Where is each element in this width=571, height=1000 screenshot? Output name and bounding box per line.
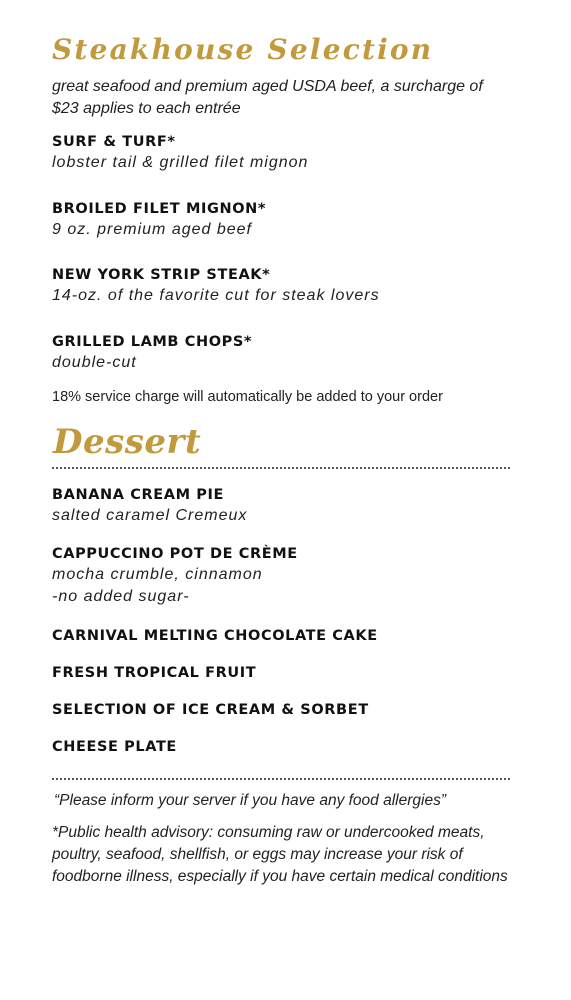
item-note: -no added sugar- — [52, 588, 190, 605]
item-name: NEW YORK STRIP STEAK* — [52, 267, 271, 283]
item-description: 9 oz. premium aged beef — [52, 221, 252, 238]
item-name: CARNIVAL MELTING CHOCOLATE CAKE — [52, 628, 378, 644]
item-name: BROILED FILET MIGNON* — [52, 201, 267, 217]
steakhouse-section-title: Steakhouse Selection — [52, 33, 434, 66]
item-name: SURF & TURF* — [52, 134, 176, 150]
menu-item-ice-cream-and-sorbet — [52, 700, 512, 720]
item-name: SELECTION OF ICE CREAM & SORBET — [52, 702, 369, 718]
item-description: double-cut — [52, 354, 137, 371]
item-name: CHEESE PLATE — [52, 739, 177, 755]
steakhouse-intro: great seafood and premium aged USDA beef, a surcharge of $23 applies to each entrée — [52, 78, 483, 117]
menu-item-new-york-strip-steak — [52, 265, 512, 307]
item-description: 14-oz. of the favorite cut for steak lovers — [52, 287, 380, 304]
dotted-divider — [52, 467, 510, 469]
item-description: lobster tail & grilled filet mignon — [52, 154, 309, 171]
item-name: GRILLED LAMB CHOPS* — [52, 334, 253, 350]
item-name: BANANA CREAM PIE — [52, 487, 224, 503]
menu-item-carnival-melting-chocolate-cake — [52, 626, 512, 646]
menu-item-fresh-tropical-fruit — [52, 663, 512, 683]
dotted-divider — [52, 778, 510, 780]
menu-item-cheese-plate — [52, 737, 512, 757]
dessert-section-title: Dessert — [53, 422, 202, 462]
allergy-note: “Please inform your server if you have any food allergies” — [54, 792, 446, 809]
service-charge-note: 18% service charge will automatically be added to your order — [52, 389, 443, 405]
item-description: salted caramel Cremeux — [52, 507, 248, 524]
item-description: mocha crumble, cinnamon — [52, 566, 263, 583]
menu-item-broiled-filet-mignon — [52, 199, 512, 241]
menu-item-cappuccino-pot-de-creme — [52, 544, 512, 608]
item-name: CAPPUCCINO POT DE CRÈME — [52, 546, 298, 562]
menu-item-grilled-lamb-chops — [52, 332, 512, 374]
menu-item-banana-cream-pie — [52, 485, 512, 527]
public-health-advisory: *Public health advisory: consuming raw or undercooked meats, poultry, seafood, shellfish, or eggs may increase your risk of foodborne illness, especially if you have certain medical conditions — [52, 824, 508, 885]
menu-item-surf-and-turf — [52, 132, 512, 174]
item-name: FRESH TROPICAL FRUIT — [52, 665, 257, 681]
